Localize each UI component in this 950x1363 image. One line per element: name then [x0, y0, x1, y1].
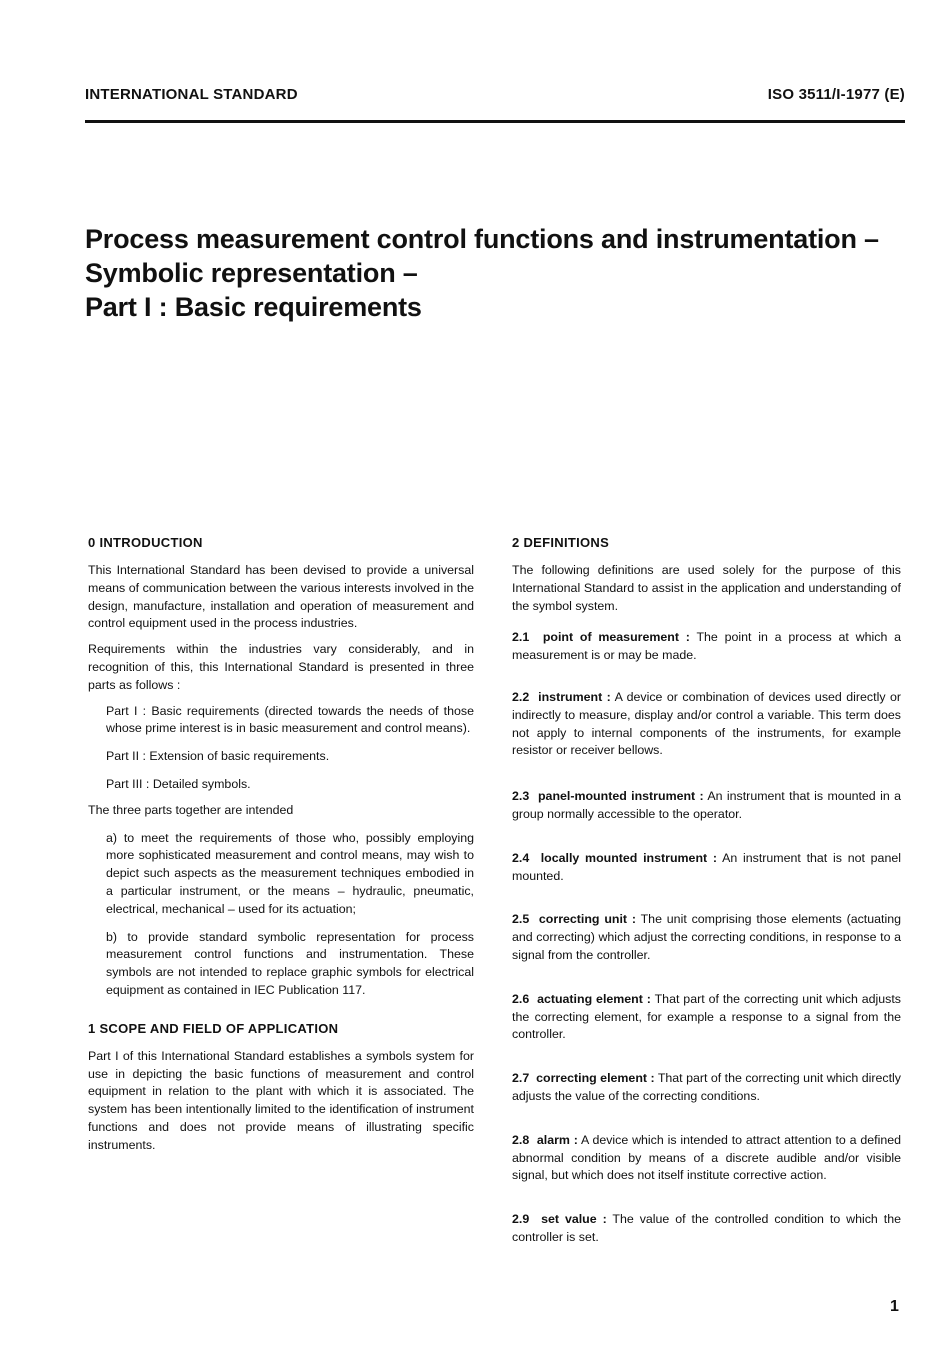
title-line-1: Process measurement control functions and instrumentation – [85, 224, 879, 254]
definition-text: A device or combination of devices used directly or indirectly to measure, display and/or control a variable. This term does not apply to internal components of the instruments, for example resistor or receiver bellows. [512, 689, 901, 758]
definition-text: The value of the controlled condition to which the controller is set. [512, 1212, 901, 1244]
definition-text: The point in a process at which a measurement is or may be made. [512, 630, 902, 663]
document-title [85, 222, 915, 324]
definition-item [512, 850, 901, 886]
definition-term: instrument : [538, 689, 611, 704]
intro-item-a: a) to meet the requirements of those who, possibly employing more sophisticated measurement and control means, may wish to depict such aspects as the measurement techniques embodied in a particular instrument, or the means – hydraulic, pneumatic, electrical, mechanical – used for its actuation; [106, 830, 474, 916]
definition-term: actuating element : [537, 991, 651, 1006]
definition-term: set value : [541, 1212, 607, 1227]
intro-part-1: Part I : Basic requirements (directed towards the needs of those whose prime interest is in basic measurement and control means). [106, 703, 474, 736]
page-header [85, 82, 905, 122]
intro-paragraph-3: The three parts together are intended [88, 802, 294, 817]
definition-item [512, 1070, 901, 1106]
header-standard-number: ISO 3511/I-1977 (E) [767, 86, 905, 103]
title-line-2: Symbolic representation – [85, 258, 418, 288]
left-column [88, 534, 474, 1163]
definition-item [512, 911, 901, 964]
definition-term: correcting element : [536, 1071, 655, 1086]
definition-term: correcting unit : [538, 912, 636, 927]
definition-item [512, 689, 901, 760]
intro-item-b: b) to provide standard symbolic representation for process measurement control functions and instrumentation. These symbols are not intended to replace graphic symbols for electrical equipment as contained in IEC Publication 117. [106, 929, 474, 997]
definition-item [512, 1132, 901, 1185]
definition-number: 2.2 [512, 689, 530, 704]
definitions-intro: The following definitions are used solely for the purpose of this International Standard to assist in the application and understanding of the symbol system. [512, 563, 901, 613]
scope-heading: 1 SCOPE AND FIELD OF APPLICATION [88, 1020, 339, 1036]
intro-paragraph-2: Requirements within the industries vary considerably, and in recognition of this, this International Standard is presented in three parts as follows : [88, 642, 474, 692]
definitions-heading: 2 DEFINITIONS [512, 535, 610, 550]
definition-item [512, 788, 901, 824]
definition-number: 2.6 [512, 991, 530, 1006]
definition-text: The unit comprising those elements (actuating and correcting) which adjust the correcting conditions, in response to a signal from the controller. [512, 912, 902, 962]
definition-term: alarm : [536, 1132, 578, 1147]
definition-text: That part of the correcting unit which adjusts the correcting element, for example a response to a signal from the controller. [512, 991, 901, 1042]
definition-item [512, 991, 901, 1044]
definition-number: 2.1 [512, 630, 530, 645]
definition-item [512, 1211, 901, 1247]
definition-number: 2.5 [512, 912, 530, 927]
definition-item [512, 629, 901, 665]
definition-number: 2.3 [512, 789, 530, 804]
definition-number: 2.4 [512, 850, 530, 865]
title-line-3: Part I : Basic requirements [85, 292, 422, 322]
page-number: 1 [890, 1298, 899, 1315]
header-document-type: INTERNATIONAL STANDARD [85, 86, 298, 103]
intro-paragraph-1: This International Standard has been devised to provide a universal means of communication between the various interests involved in the design, manufacture, installation and operation of measurement and control equipment used in the process industries. [88, 563, 474, 631]
definition-term: locally mounted instrument : [540, 850, 718, 865]
definition-term: point of measurement : [542, 630, 690, 645]
definition-term: panel-mounted instrument : [537, 789, 704, 804]
intro-part-3: Part III : Detailed symbols. [106, 776, 251, 791]
right-column [512, 534, 901, 1247]
definition-text: An instrument that is mounted in a group normally accessible to the operator. [512, 789, 901, 821]
definition-number: 2.7 [512, 1071, 530, 1086]
definition-text: That part of the correcting unit which directly adjusts the value of the correcting conditions. [512, 1071, 901, 1103]
definition-text: A device which is intended to attract attention to a defined abnormal condition by means of a discrete audible and/or visible signal, but which does not itself institute corrective action. [512, 1132, 901, 1183]
intro-part-2: Part II : Extension of basic requirements. [106, 749, 330, 764]
definition-number: 2.9 [512, 1212, 530, 1227]
intro-heading: 0 INTRODUCTION [88, 535, 203, 550]
header-rule [85, 120, 905, 123]
definition-text: An instrument that is not panel mounted. [512, 850, 901, 883]
scope-paragraph: Part I of this International Standard establishes a symbols system for use in depicting the basic functions of measurement and control equipment in relation to the plant with which it is associated. The system has been intentionally limited to the identification of instrument functions and does not provide means of illustrating specific instruments. [88, 1048, 474, 1152]
definition-number: 2.8 [512, 1132, 530, 1147]
